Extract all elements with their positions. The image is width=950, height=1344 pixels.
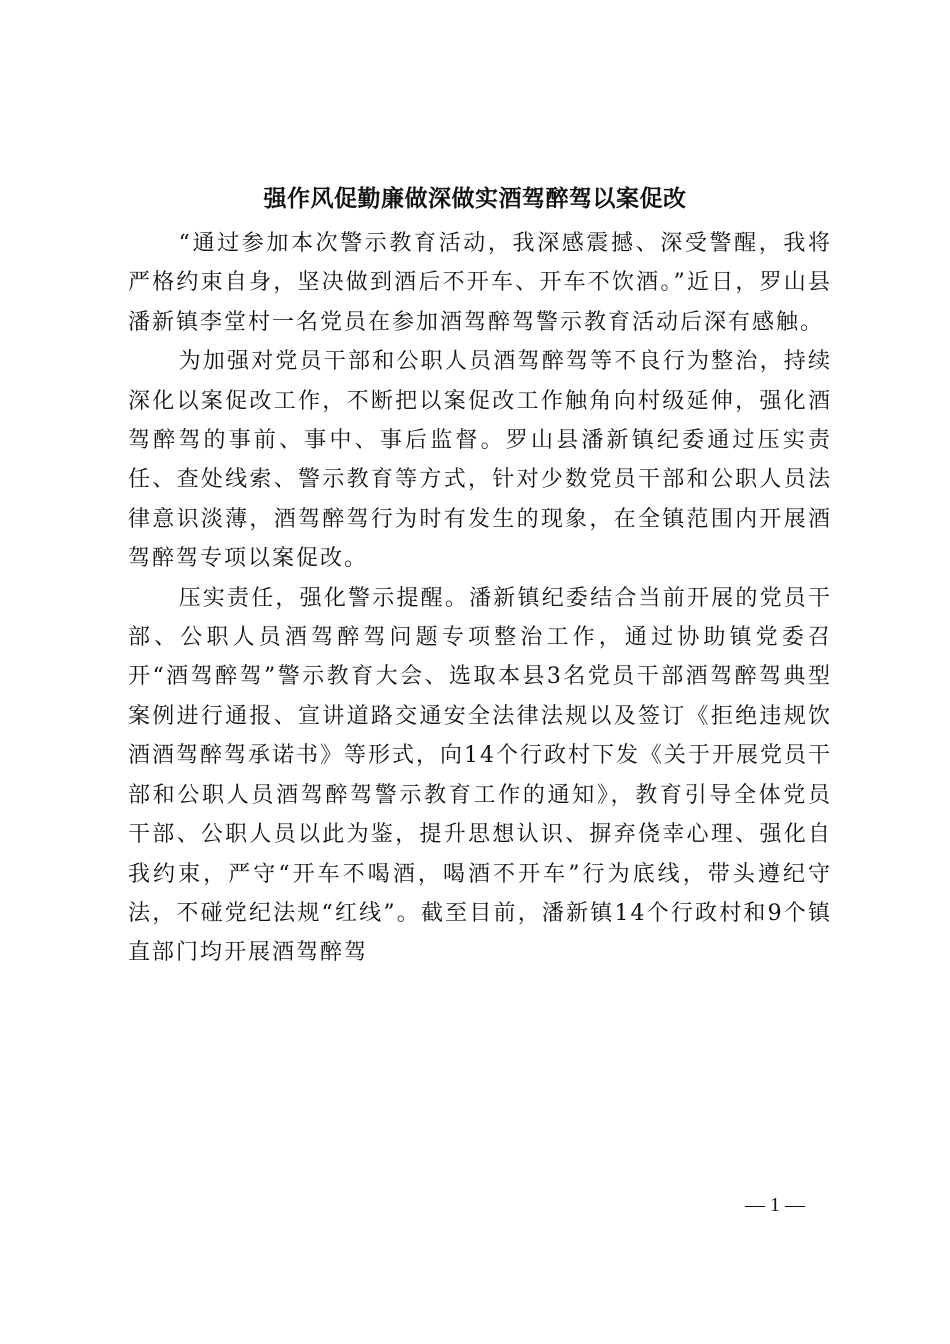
document-body [128, 224, 832, 973]
document-title: 强作风促勤廉做深做实酒驾醉驾以案促改 [263, 185, 687, 212]
paragraph-1: “通过参加本次警示教育活动，我深感震撼、深受警醒，我将严格约束自身，坚决做到酒后不开车、开车不饮酒。”近日，罗山县潘新镇李堂村一名党员在参加酒驾醉驾警示教育活动后深有感触。 [128, 231, 832, 335]
paragraph-2: 为加强对党员干部和公职人员酒驾醉驾等不良行为整治，持续深化以案促改工作，不断把以案促改工作触角向村级延伸，强化酒驾醉驾的事前、事中、事后监督。罗山县潘新镇纪委通过压实责任、查处线索、警示教育等方式，针对少数党员干部和公职人员法律意识淡薄，酒驾醉驾行为时有发生的现象，在全镇范围内开展酒驾醉驾专项以案促改。 [128, 349, 832, 572]
page-number: — 1 — [745, 1194, 805, 1216]
paragraph-3: 压实责任，强化警示提醒。潘新镇纪委结合当前开展的党员干部、公职人员酒驾醉驾问题专项整治工作，通过协助镇党委召开“酒驾醉驾”警示教育大会、选取本县3名党员干部酒驾醉驾典型案例进行通报、宣讲道路交通安全法律法规以及签订《拒绝违规饮酒酒驾醉驾承诺书》等形式，向14个行政村下发《关于开展党员干部和公职人员酒驾醉驾警示教育工作的通知》，教育引导全体党员干部、公职人员以此为鉴，提升思想认识、摒弃侥幸心理、强化自我约束，严守“开车不喝酒，喝酒不开车”行为底线，带头遵纪守法，不碰党纪法规“红线”。截至目前，潘新镇14个行政村和9个镇直部门均开展酒驾醉驾 [128, 585, 832, 966]
